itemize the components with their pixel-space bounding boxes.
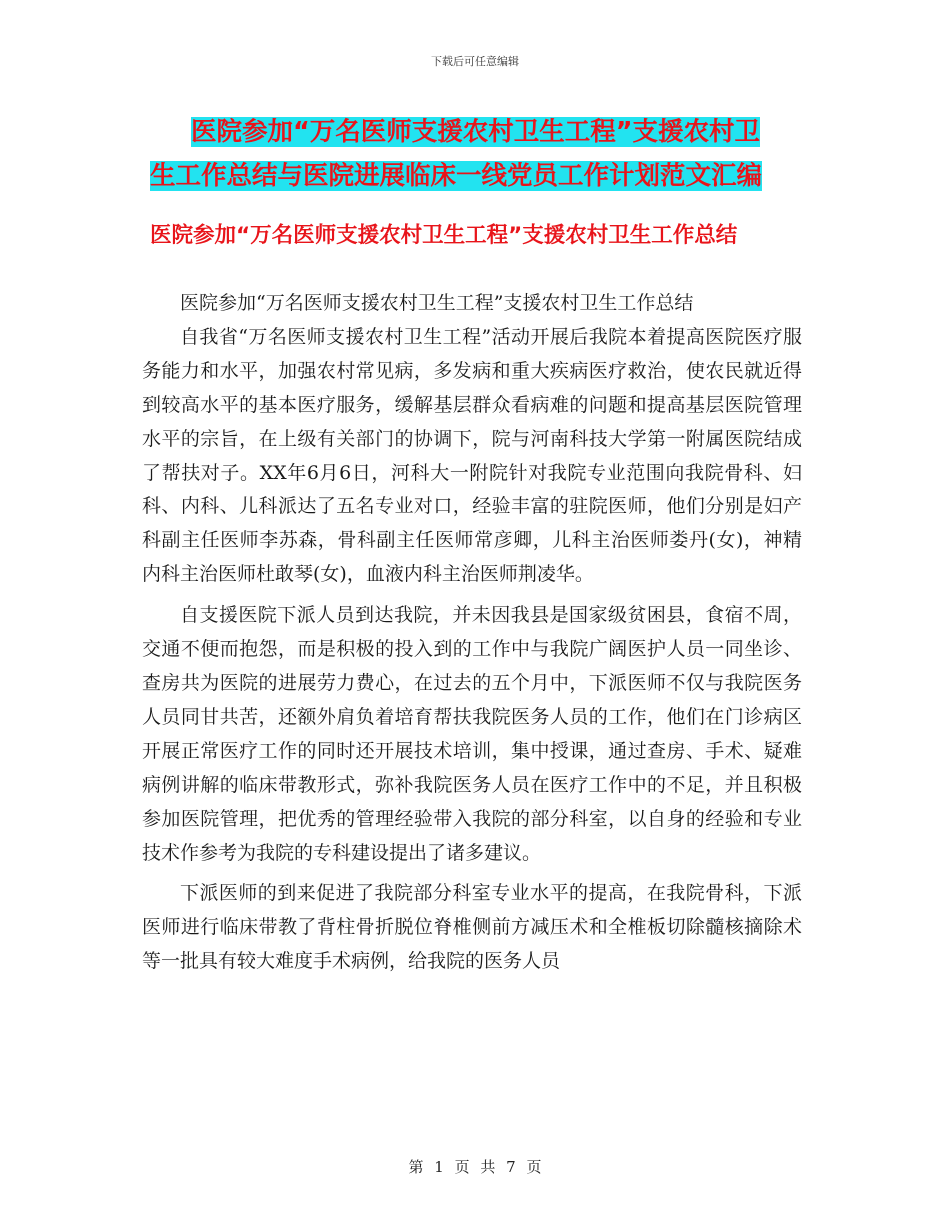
document-title <box>150 110 810 198</box>
section-title: 医院参加“万名医师支援农村卫生工程”支援农村卫生工作总结 <box>150 223 738 248</box>
page-footer: 第 1 页 共 7 页 <box>408 1158 542 1176</box>
document-title-line-1: 医院参加“万名医师支援农村卫生工程”支援农村卫 <box>191 117 761 147</box>
paragraph: 下派医师的到来促进了我院部分科室专业水平的提高，在我院骨科，下派医师进行临床带教了背柱骨折脱位脊椎侧前方减压术和全椎板切除髓核摘除术等一批具有较大难度手术病例，给我院的医务人员 <box>142 882 802 973</box>
paragraph: 自支援医院下派人员到达我院，并未因我县是国家级贫困县，食宿不周，交通不便而抱怨，而是积极的投入到的工作中与我院广阔医护人员一同坐诊、查房共为医院的进展劳力费心，在过去的五个月中，下派医师不仅与我院医务人员同甘共苦，还额外肩负着培育帮扶我院医务人员的工作，他们在门诊病区开展正常医疗工作的同时还开展技术培训，集中授课，通过查房、手术、疑难病例讲解的临床带教形式，弥补我院医务人员在医疗工作中的不足，并且积极参加医院管理，把优秀的管理经验带入我院的部分科室，以自身的经验和专业技术作参考为我院的专科建设提出了诸多建议。 <box>142 604 802 864</box>
document-title-line-2: 生工作总结与医院进展临床一线党员工作计划范文汇编 <box>150 161 763 191</box>
paragraph: 医院参加“万名医师支援农村卫生工程”支援农村卫生工作总结 <box>180 292 694 314</box>
paragraph: 自我省“万名医师支援农村卫生工程”活动开展后我院本着提高医院医疗服务能力和水平，加强农村常见病，多发病和重大疾病医疗救治，使农民就近得到较高水平的基本医疗服务，缓解基层群众看病难的问题和提高基层医院管理水平的宗旨，在上级有关部门的协调下，院与河南科技大学第一附属医院结成了帮扶对子。XX年6月6日，河科大一附院针对我院专业范围向我院骨科、妇科、内科、儿科派达了五名专业对口，经验丰富的驻院医师，他们分别是妇产科副主任医师李苏森，骨科副主任医师常彦卿，儿科主治医师娄丹(女)，神精内科主治医师杜敢琴(女)，血液内科主治医师荆凌华。 <box>142 325 802 586</box>
page-header-note: 下载后可任意编辑 <box>431 55 519 68</box>
document-body <box>142 287 802 979</box>
